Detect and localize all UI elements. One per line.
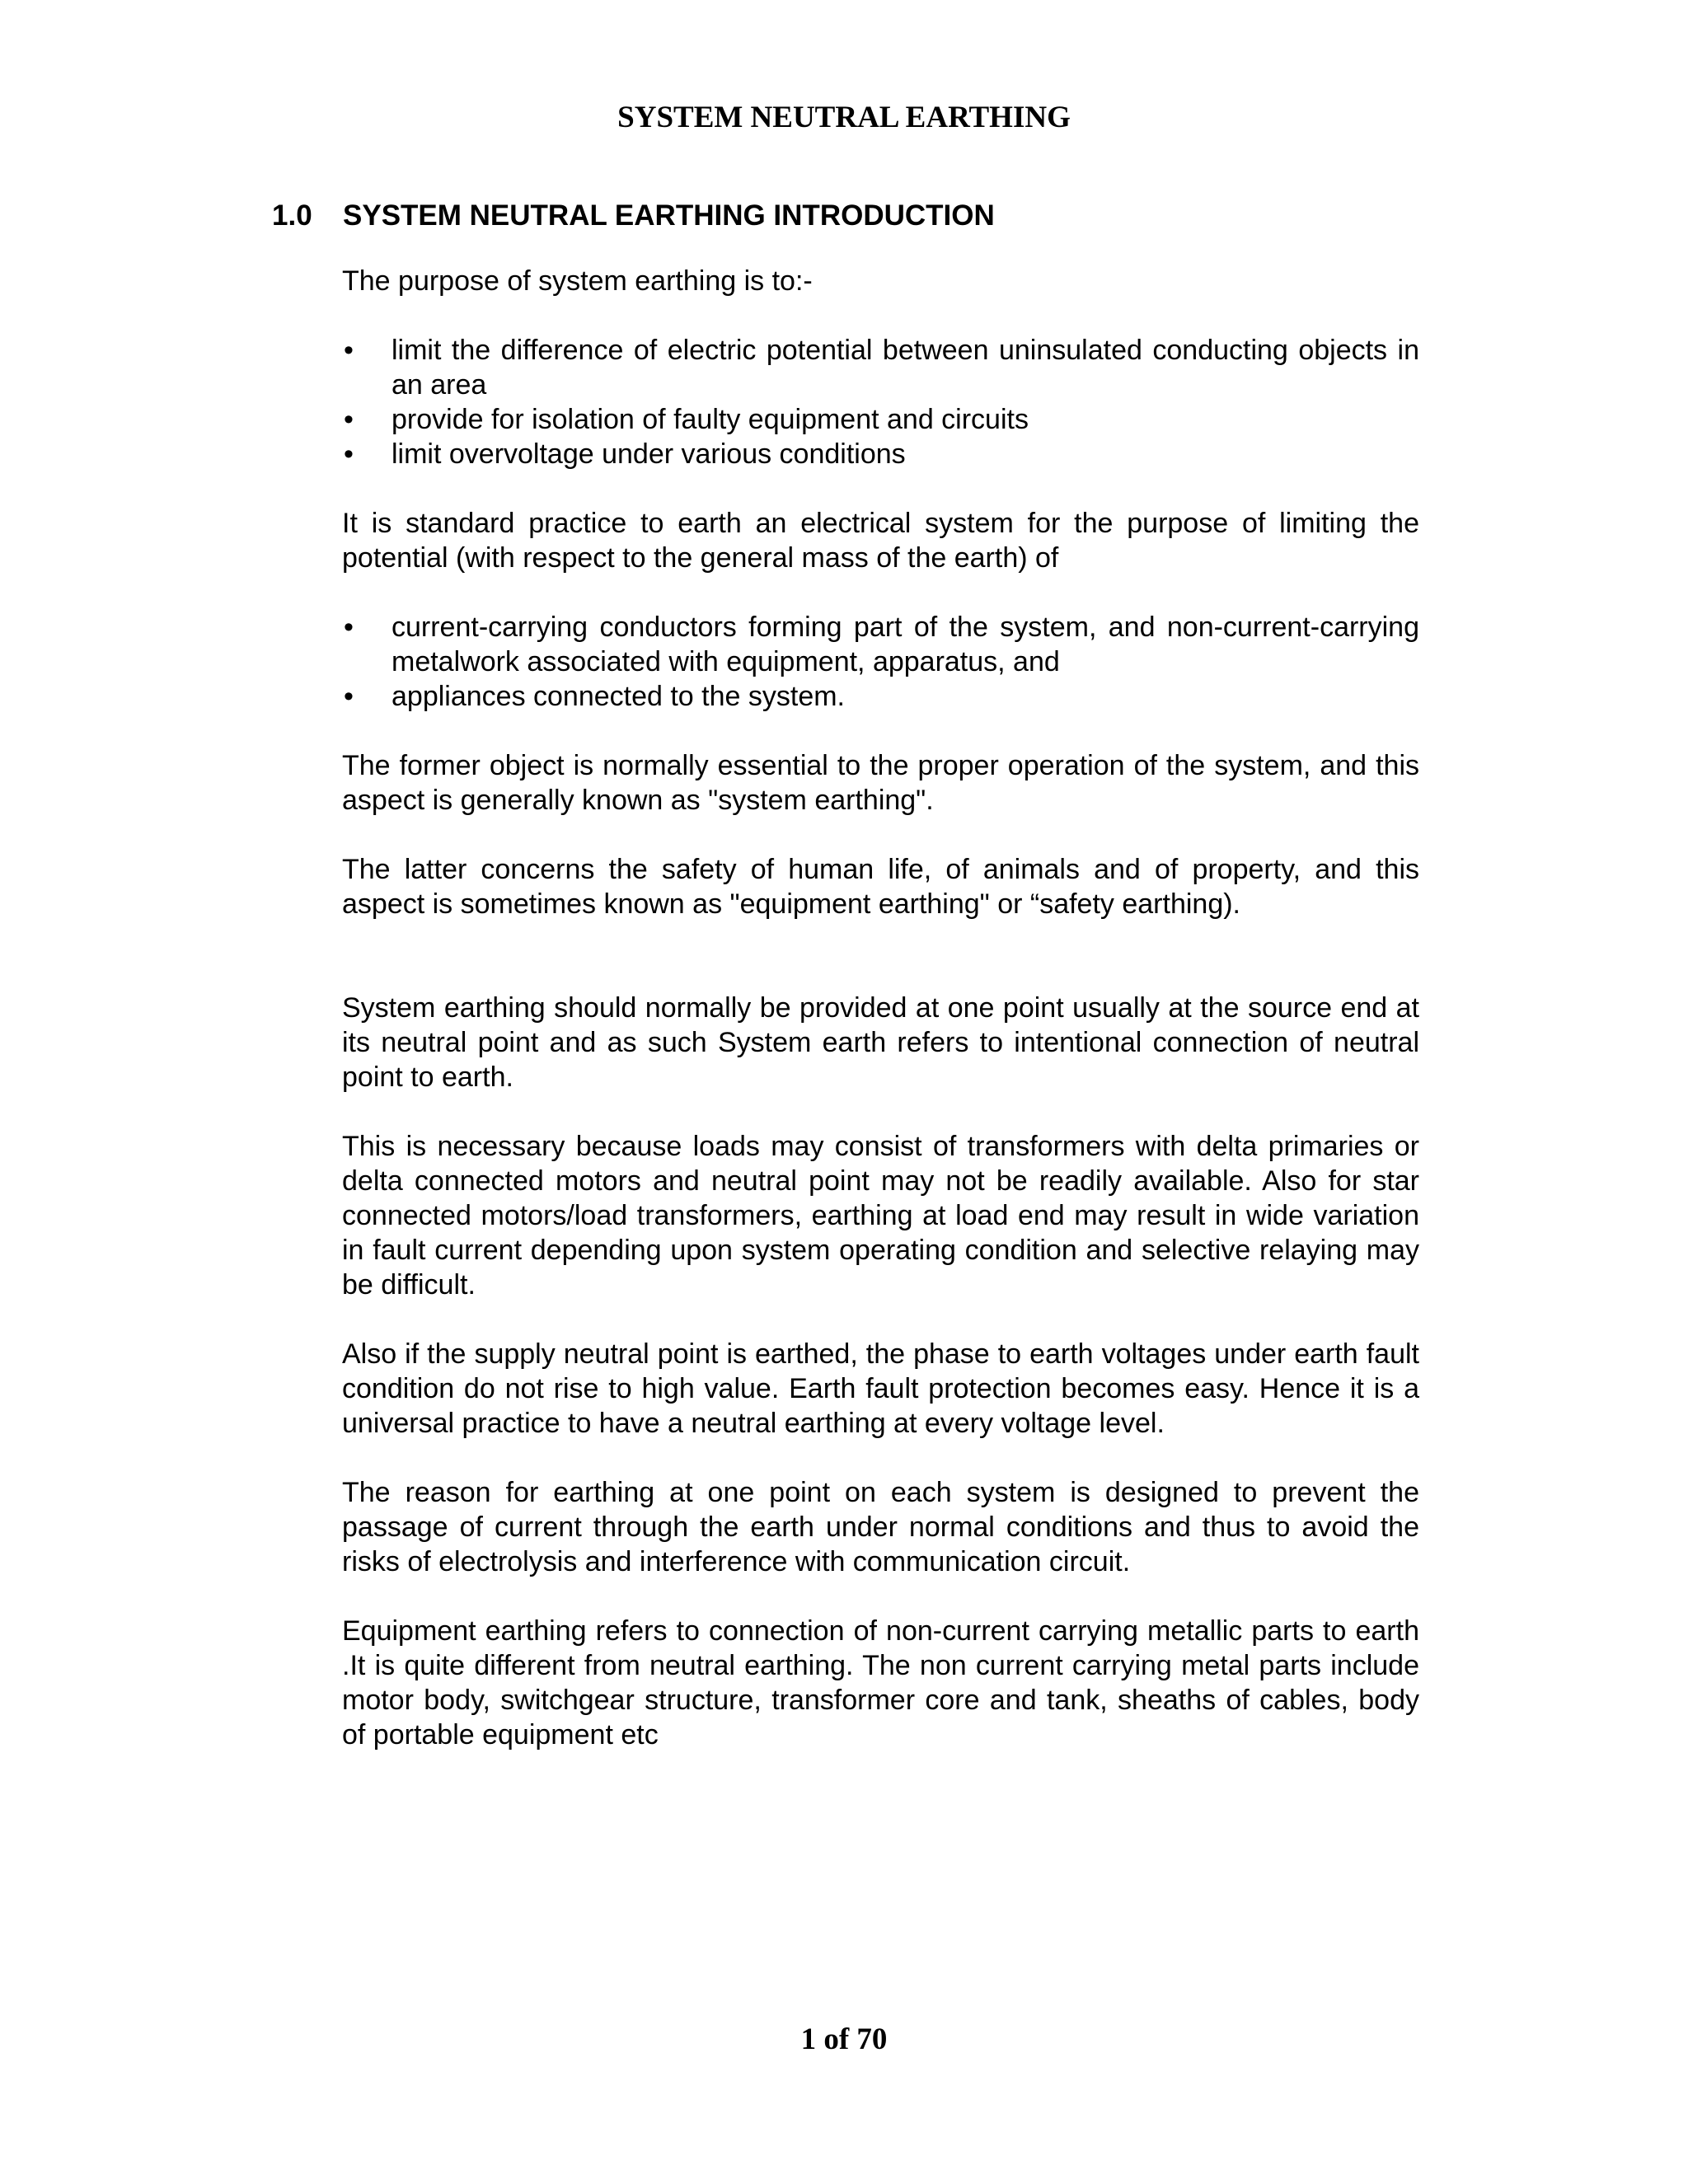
paragraph-system-earthing: System earthing should normally be provided at one point usually at the source end at its neutral point and as such System earth refers to intentional connection of neutral point to earth. (342, 992, 1419, 1093)
paragraph-latter-concerns: The latter concerns the safety of human life, of animals and of property, and this aspect is sometimes known as "equipment earthing" or “safety earthing). (342, 854, 1419, 920)
page-number: 1 of 70 (800, 2022, 888, 2056)
paragraph-former-object: The former object is normally essential to the proper operation of the system, and this aspect is generally known as "system earthing". (342, 750, 1419, 816)
bullet-icon: • (344, 404, 354, 435)
section-heading (272, 196, 995, 236)
potential-bullet-list (342, 610, 1419, 714)
paragraph-equipment-earthing: Equipment earthing refers to connection of non-current carrying metallic parts to earth .It is quite different from neutral earthing. The non current carrying metal parts include motor body, switchgear structure, transformer core and tank, sheaths of cables, body of portable equipment etc (342, 1615, 1419, 1750)
section-heading-text: SYSTEM NEUTRAL EARTHING INTRODUCTION (343, 199, 995, 232)
paragraph-one-point-reason: The reason for earthing at one point on each system is designed to prevent the passage of current through the earth under normal conditions and thus to avoid the risks of electrolysis and interference with communication circuit. (342, 1477, 1419, 1577)
list-item-text: limit the difference of electric potential between uninsulated conducting objects in an area (392, 335, 1419, 401)
list-item-text: appliances connected to the system. (392, 681, 845, 712)
list-item-text: limit overvoltage under various conditions (392, 438, 906, 470)
standard-practice-paragraph: It is standard practice to earth an electrical system for the purpose of limiting the potential (with respect to the general mass of the earth) of (342, 508, 1419, 574)
intro-paragraph: The purpose of system earthing is to:- (342, 265, 813, 297)
list-item (342, 610, 1419, 679)
bullet-icon: • (344, 335, 354, 366)
list-item (342, 437, 1419, 471)
bullet-icon: • (344, 438, 354, 470)
purpose-bullet-list (342, 333, 1419, 471)
list-item (342, 402, 1419, 437)
document-body (342, 264, 1419, 1787)
list-item (342, 679, 1419, 714)
page-title: SYSTEM NEUTRAL EARTHING (617, 101, 1071, 134)
list-item-text: current-carrying conductors forming part of the system, and non-current-carrying metalwork associated with equipment, apparatus, and (392, 612, 1419, 677)
paragraph-supply-neutral: Also if the supply neutral point is earthed, the phase to earth voltages under earth fault condition do not rise to high value. Earth fault protection becomes easy. Hence it is a universal practice to have a neutral earthing at every voltage level. (342, 1338, 1419, 1439)
section-number: 1.0 (272, 199, 312, 232)
list-item (342, 333, 1419, 402)
bullet-icon: • (344, 612, 354, 643)
list-item-text: provide for isolation of faulty equipment and circuits (392, 404, 1029, 435)
bullet-icon: • (344, 681, 354, 712)
paragraph-loads: This is necessary because loads may consist of transformers with delta primaries or delta connected motors and neutral point may not be readily available. Also for star connected motors/load transformers, earthing at load end may result in wide variation in fault current depending upon system operating condition and selective relaying may be difficult. (342, 1131, 1419, 1301)
